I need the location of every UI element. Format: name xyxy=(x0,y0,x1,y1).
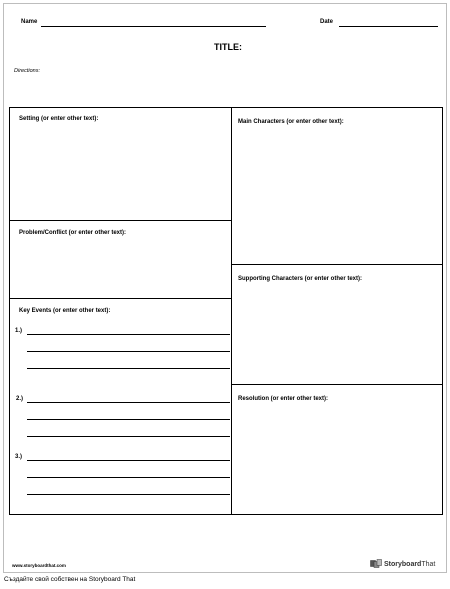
problem-box[interactable] xyxy=(9,220,232,299)
storyboardthat-logo xyxy=(370,558,435,570)
logo-text-storyboard: Storyboard xyxy=(384,560,422,568)
resolution-label: Resolution (or enter other text): xyxy=(238,396,329,402)
worksheet-title[interactable]: TITLE: xyxy=(214,42,242,52)
event-1-line-2[interactable] xyxy=(27,351,230,352)
supporting-characters-label: Supporting Characters (or enter other text): xyxy=(238,276,363,282)
name-label: Name xyxy=(21,19,38,25)
worksheet-page xyxy=(3,3,447,573)
footer-url: www.storyboardthat.com xyxy=(12,563,66,568)
event-3-line-3[interactable] xyxy=(27,494,230,495)
name-line[interactable] xyxy=(41,26,266,27)
date-label: Date xyxy=(320,19,334,25)
event-3-line-2[interactable] xyxy=(27,477,230,478)
event-number-1: 1.) xyxy=(15,328,23,334)
main-characters-box[interactable] xyxy=(231,107,443,265)
key-events-box[interactable] xyxy=(9,298,232,515)
event-number-3: 3.) xyxy=(15,454,23,460)
main-characters-label: Main Characters (or enter other text): xyxy=(238,119,344,125)
key-events-label: Key Events (or enter other text): xyxy=(19,308,111,314)
setting-box[interactable] xyxy=(9,107,232,221)
event-2-line-1[interactable] xyxy=(27,402,230,403)
problem-label: Problem/Conflict (or enter other text): xyxy=(19,230,127,236)
event-1-line-3[interactable] xyxy=(27,368,230,369)
supporting-characters-box[interactable] xyxy=(231,264,443,385)
logo-text-that: That xyxy=(421,560,436,568)
event-1-line-1[interactable] xyxy=(27,334,230,335)
date-line[interactable] xyxy=(339,26,438,27)
setting-label: Setting (or enter other text): xyxy=(19,116,99,122)
event-number-2: 2.) xyxy=(16,396,24,402)
event-2-line-2[interactable] xyxy=(27,419,230,420)
event-2-line-3[interactable] xyxy=(27,436,230,437)
create-your-own-caption[interactable]: Създайте свой собствен на Storyboard That xyxy=(4,576,136,583)
event-3-line-1[interactable] xyxy=(27,460,230,461)
resolution-box[interactable] xyxy=(231,384,443,515)
directions-label[interactable]: Directions: xyxy=(14,68,40,74)
storyboard-logo-icon xyxy=(370,559,382,569)
